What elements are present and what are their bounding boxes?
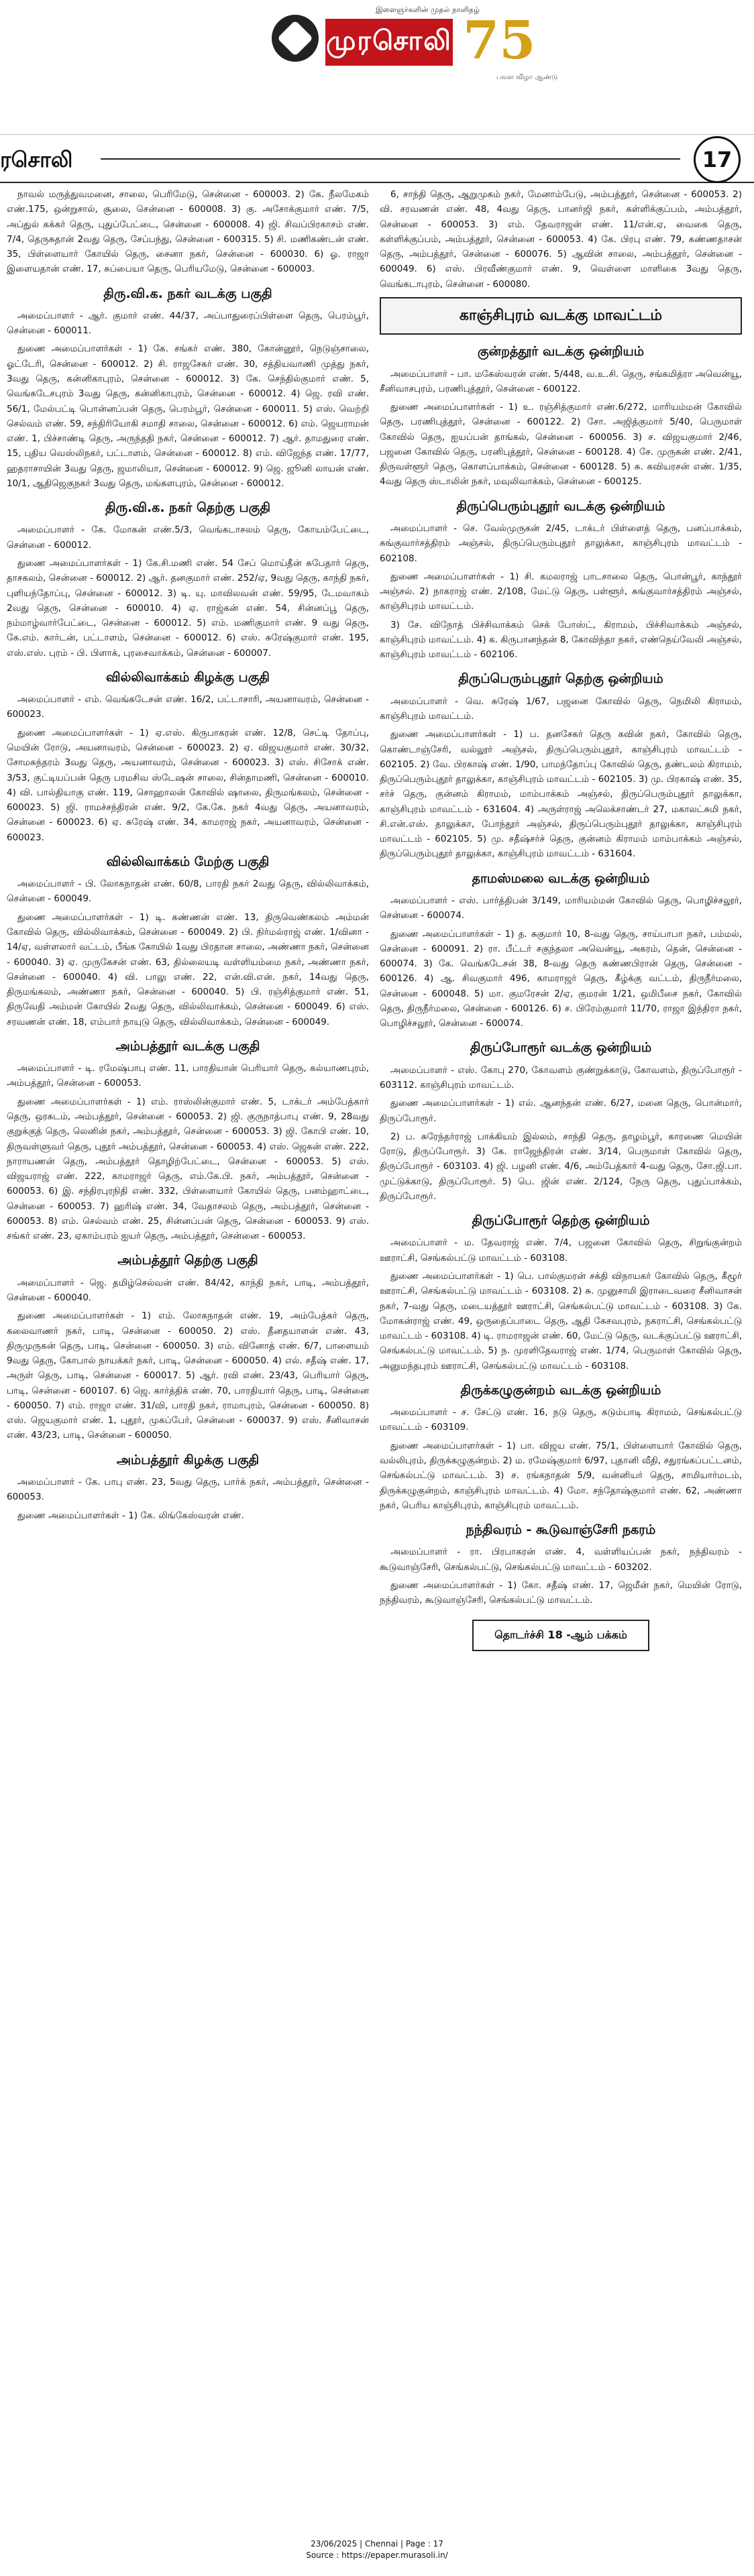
- section-paragraph: அமைப்பாளர் - ஆர். குமார் எண். 44/37, அப்பாதுரைப்பிள்ளை தெரு, பெரம்பூர், சென்னை - 600011.: [7, 310, 369, 337]
- page-header-bar: [0, 135, 754, 183]
- section-heading: திருக்கழுகுன்றம் வடக்கு ஒன்றியம்: [460, 1382, 661, 1398]
- left-column: [7, 187, 369, 1651]
- section-paragraph: அமைப்பாளர் - பா. மகேஸ்வரன் எண். 5/448, வ.உ.சி. தெரு, சங்கமித்ரா அவென்யூ, சீனிவாசபுரம், பரணிபுத்தூர், சென்னை - 600122.: [380, 368, 742, 394]
- section-heading: திருப்பெரும்புதூர் வடக்கு ஒன்றியம்: [456, 498, 665, 514]
- anniversary-75: 75: [463, 10, 536, 71]
- section-paragraph: துணை அமைப்பாளர்கள் - 1) பா. விஜய எண். 75/1, பிள்ளையார் கோவில் தெரு, வல்லிபுரம், திருக்கழுகுன்றம். 2) ம. ரமேஷ்குமார் 6/97, புதானி வீதி, சதுரங்கப்பட்டனம், செங்கல்பட்டு மாவட்டம். 3) ச. ரங்கநாதன் 5/9, வன்னியர் தெரு, சாமியார்மடம், திருக்கழுகுன்றம், காஞ்சிபுரம் மாவட்டம். 4) மோ. சந்தோஷ்குமார் எண். 62, அண்ணா நகர், பெரிய காஞ்சிபுரம், காஞ்சிபுரம் மாவட்டம்.: [380, 1440, 742, 1511]
- section-heading: வில்லிவாக்கம் கிழக்கு பகுதி: [106, 669, 270, 685]
- district-heading: காஞ்சிபுரம் வடக்கு மாவட்டம்: [380, 297, 742, 335]
- article-columns: [0, 187, 754, 1651]
- section-heading: வில்லிவாக்கம் மேற்கு பகுதி: [106, 854, 270, 869]
- section-paragraph: துணை அமைப்பாளர்கள் - 1) ஏ.எஸ். கிருபாகரன் எண். 12/8, செட்டி தோப்பு, மெயின் ரோடு, அயனாவரம், சென்னை - 600023. 2) ஏ. விஜயகுமார் எண். 30/32, சோமசுந்தரம் 3வது தெரு, அயனாவரம், சென்னை - 600023. 3) எஸ். சிசோக் எண். 3/53, குட்டியப்பன் தெரு பரமசிவ ஸ்டேஷன் சாலை, சின்தாமணி, சென்னை - 600010. 4) வி. பால்தியாகு எண். 119, சொஹாலன் கோவில் ஷாலை, திருமங்கலம், சென்னை - 600023. 5) ஜி. ராமச்சந்திரன் எண். 9/2, கே.கே. நகர் 4வது தெரு, அயனாவரம், சென்னை - 600023. 6) ஏ. சுரேஷ் எண். 34, காமராஜ் நகர், அயனாவரம், சென்னை - 600023.: [7, 727, 369, 843]
- section-heading: திரு.வி.க. நகர் தெற்கு பகுதி: [105, 500, 271, 516]
- section-paragraph: 3) சே. விநோத் பிச்சிவாக்கம் செக் போஸ்ட், கிராமம், பிச்சிவாக்கம் அஞ்சல், காஞ்சிபுரம் மாவட்டம். 4) க. கிருபானந்தன் 8, கோவிந்தா நகர், எண்நெய்வேலி அஞ்சல், காஞ்சிபுரம் மாவட்டம் - 602106.: [380, 619, 742, 661]
- right-intro: 6, சாந்தி தெரு, ஆறுமுகம் நகர், மேனாம்பேடு, அம்பத்தூர், சென்னை - 600053. 2) வி. சரவணன் எண். 48, 4வது தெரு, பானர்ஜி நகர், கள்ளிக்குப்பம், அம்பத்தூர், சென்னை - 600053. 3) எம். தேவராஜன் எண். 11/என்.ஏ, வைகை தெரு, கள்ளிக்குப்பம், அம்பத்தூர், சென்னை - 600053. 4) கே. பிரபு எண். 79, கண்ணதாசன் தெரு, அம்பத்தூர், சென்னை - 600076. 5) ஆவின் சாலை, அம்பத்தூர், சென்னை - 600049. 6) எஸ். பிரவீண்குமார் எண். 9, வெள்ளை மாளிகை 3வது தெரு, வெங்கடாபுரம், சென்னை - 600080.: [380, 189, 742, 290]
- section-heading: திருப்போரூர் வடக்கு ஒன்றியம்: [470, 1040, 652, 1056]
- section-paragraph: அமைப்பாளர் - ஜெ. தமிழ்செல்வன் எண். 84/42, காந்தி நகர், பாடி, அம்பத்தூர், சென்னை - 600040.: [7, 1277, 369, 1303]
- section-paragraph: துணை அமைப்பாளர்கள் - 1) கோ. சதீஷ் எண். 17, ஜெமீன் நகர், மெயின் ரோடு, நந்திவரம், கூடுவாஞ்சேரி, செங்கல்பட்டு மாவட்டம்.: [380, 1579, 742, 1606]
- section-paragraph: துணை அமைப்பாளர்கள் - 1) எம். லோகநாதன் எண். 19, அம்பேத்கர் தெரு, கலைவாணர் நகர், பாடி, சென்னை - 600050. 2) எஸ். தீனதயாளன் எண். 43, திருமுருகன் தெரு, பாடி, சென்னை - 600050. 3) எம். வினோத் எண். 6/7, பாளையம் 9வது தெரு, கோபால் நாயக்கர் நகர், பாடி, சென்னை - 600050. 4) எல். சதீஷ் எண். 17, அருள் தெரு, பாடி, சென்னை - 600017. 5) ஆர். ரவி எண். 23/43, பெரியார் தெரு, பாடி, சென்னை - 600107. 6) ஜெ. கார்த்திக் எண். 70, பாரதியார் தெரு, பாடி, சென்னை - 600050. 7) எம். ராஜா எண். 31/வி, பாரதி நகர், ராமாபுரம், சென்னை - 600050. 8) எஸ். ஜெயகுமார் எண். 1, புதூர், முகப்பேர், சென்னை - 600037. 9) எஸ். சீனிவாசன் எண். 43/23, பாடி, சென்னை - 600050.: [7, 1310, 369, 1441]
- section-paragraph: அமைப்பாளர் - எம். வெங்கடேசன் எண். 16/2, பட்டாசாரி, அயனாவரம், சென்னை - 600023.: [7, 694, 369, 720]
- section-paragraph: துணை அமைப்பாளர்கள் - 1) ப. தனசேகர் தெரு கவின் நகர், கோவில் தெரு, கொண்டாஞ்சேரி, வல்லூர் அஞ்சல், திருப்பெரும்புதூர், காஞ்சிபுரம் மாவட்டம் - 602105. 2) வே. பிரகாஷ் எண். 1/90, பாமந்தோப்பு கோவில் தெரு, தண்டலம் கிராமம், திருப்பெரும்புதூர் தாலுக்கா, காஞ்சிபுரம் மாவட்டம் - 602105. 3) மு. பிரகாஷ் எண். 35, சர்ச் தெரு, குன்னம் கிராமம், மாம்பாக்கம் அஞ்சல், திருப்பெரும்புதூர் தாலுக்கா, காஞ்சிபுரம் மாவட்டம் - 631604. 4) அருள்ராஜ் அலெக்சாண்டர் 27, மகாலட்சுமி நகர், சி.என்.எஸ். தாலுக்கா, போந்தூர் அஞ்சல், திருப்பெரும்புதூர் தாலுக்கா, காஞ்சிபுரம் மாவட்டம் - 602105. 5) மு. சதீஷ்சர்ச் தெரு, குன்னம் கிராமம் மாம்பாக்கம் அஞ்சல், திருப்பெரும்புதூர் தாலுக்கா, காஞ்சிபுரம் மாவட்டம் - 631604.: [380, 729, 742, 860]
- section-heading: அம்பத்தூர் வடக்கு பகுதி: [115, 1038, 260, 1054]
- section-paragraph: அமைப்பாளர் - கே. மோகன் எண்.5/3, வெங்கடாசலம் தெரு, கோயம்பேட்டை, சென்னை - 600012.: [7, 524, 369, 551]
- section-paragraph: துணை அமைப்பாளர்கள் - 1) எல். ஆனந்தன் எண். 6/27, மனை தெரு, பொன்மார், திருப்போரூர்.: [380, 1098, 742, 1124]
- emblem-icon: [272, 15, 319, 62]
- footer-date: 23/06/2025 | Chennai | Page : 17: [311, 2539, 443, 2549]
- section-paragraph: துணை அமைப்பாளர்கள் - 1) த. சுகுமார் 10, 8-வது தெரு, சாய்பாபா நகர், பம்மல், சென்னை - 600091. 2) ரா. பீட்டர் சகுந்தலா அவென்யூ, அகரம், தென், சென்னை - 600074. 3) கே. வெங்கடேசன் 38, 8-வது தெரு கண்ணபிரான் தெரு, சென்னை - 600126. 4) ஆ. சிவகுமார் 496, காமராஜர் தெரு, கீழ்க்கு வட்டம், திருநீர்மலை, சென்னை - 600048. 5) மா. குமரேசன் 2/ஏ, குமரன் 1/21, ஒமிபீசை நகர், கோவில் தெரு, திருநீர்மலை, சென்னை - 600126. 6) ச. பிரேம்குமார் 11/70, ராஜா இந்திரா நகர், பொழிச்சலூர், சென்னை - 600074.: [380, 928, 742, 1029]
- left-intro: நாவல் மருத்துவமனை, சாலை, பெரிமேடு, சென்னை - 600003. 2) கே. நீலமேகம் எண்.175, ஒன்றுசால், சூலை, சென்னை - 600008. 3) கு. அசோக்குமார் எண். 7/5, அப்துல் கக்கர் தெரு, புதுப்பேட்டை, சென்னை - 600008. 4) ஜி. சிவப்பிரகாசம் எண். 7/4, தெருசுதான் 2வது தெரு, சேப்பந்து, சென்னை - 600315. 5) சி. மணிகண்டன் எண். 35, பிள்ளையார் கோயில் தெரு, சைனா நகர், சென்னை - 600030. 6) ஓ. ராஜா இளையதான் எண். 17, சுப்பையா தெரு, பெரியமேடு, சென்னை - 600003.: [7, 189, 369, 275]
- page-number: 17: [694, 136, 741, 183]
- section-paragraph: துணை அமைப்பாளர்கள் - 1) கே. லிங்கேஸ்வரன் எண்.: [17, 1510, 244, 1521]
- section-paragraph: அமைப்பாளர் - எஸ். பார்த்திபன் 3/149, மாரியம்மன் கோவில் தெரு, பொழிச்சலூர், சென்னை - 600074.: [380, 895, 742, 921]
- section-paragraph: துணை அமைப்பாளர்கள் - 1) டி. கண்ணன் எண். 13, திருவெண்கலம் அம்மன் கோவில் தெரு, வில்லிவாக்கம், சென்னை - 600049. 2) பி. நிர்மல்ராஜ் எண். 1/வினா - 14/ஏ, வள்ளலார் வட்டம், பீங்க கோயில் 1வது பிரதான சாலை, அண்ணா நகர், சென்னை - 600040. 3) ஏ. முருகேசன் எண். 63, தில்லையடி வள்ளியம்மை நகர், அண்ணா நகர், சென்னை - 600040. 4) வி. பாலு எண். 22, என்.வி.என். நகர், 14வது தெரு, திருமங்கலம், அண்ணா நகர், சென்னை - 600040. 5) பி. ரஞ்சித்குமார் எண். 51, திருவேதி அம்மன் கோயில் 2வது தெரு, வில்லிவாக்கம், சென்னை - 600049. 6) எஸ். சரவணன் எண். 18, எம்பார் நாயுடு தெரு, வில்லிவாக்கம், சென்னை - 600049.: [7, 911, 369, 1027]
- section-paragraph: அமைப்பாளர் - எஸ். கோபு 270, கோவளம் குண்றுக்காடு, கோவளம், திருப்போரூர் - 603112. காஞ்சிபுரம் மாவட்டம்.: [380, 1064, 742, 1090]
- masthead: [0, 0, 754, 135]
- continued-note: தொடர்ச்சி 18 -ஆம் பக்கம்: [472, 1620, 649, 1650]
- section-title: ரசொலி: [0, 147, 73, 172]
- section-paragraph: அமைப்பாளர் - ச. சேட்டு எண். 16, நடு தெரு, கடும்பாடி கிராமம், செங்கல்பட்டு மாவட்டம் - 603109.: [380, 1407, 742, 1433]
- masthead-tagline: இளைஞர்களின் முதல் நாளிதழ்: [376, 5, 480, 14]
- section-paragraph: துணை அமைப்பாளர்கள் - 1) பெ. பால்குமரன் சக்தி விநாயகர் கோவில் தெரு, கீழூர் ஊராட்சி, செங்கல்பட்டு மாவட்டம் - 603108. 2) சு. முனுசாமி இராடைவரை சீனிவாசன் நகர், 7-வது தெரு, மடையத்தூர் ஊராட்சி, செங்கல்பட்டு மாவட்டம் - 603108. 3) கே. மோகன்ராஜ் எண். 49, ஒருதைப்பாடை தெரு, ஆதி கேசவபுரம், நகராட்சி, செங்கல்பட்டு மாவட்டம் - 603108. 4) டி. ராமராஜன் எண். 60, மேட்டு தெரு, வடக்குப்பட்டு ஊராட்சி, செங்கல்பட்டு மாவட்டம். 5) ந. முரளிதேவராஜ் எண். 1/74, பெருமாள் கோவில் தெரு, அனுமந்தபுரம் ஊராட்சி, செங்கல்பட்டு மாவட்டம் - 603108.: [380, 1270, 742, 1371]
- page-footer: [0, 2538, 754, 2562]
- header-rule: [101, 158, 680, 160]
- section-paragraph: துணை அமைப்பாளர்கள் - 1) கே. சங்கர் எண். 380, கோன்னூர், நெடுஞ்சாலை, ஓட்டேரி, சென்னை - 600012. 2) சி. ராஜசேகர் எண். 30, சத்தியவாணி முத்து நகர், 3வது தெரு, கன்னிகாபுரம், சென்னை - 600012. 3) கே. செந்தில்குமார் எண். 5, வெங்கடேசபுரம் 3வது தெரு, கன்னிகாபுரம், சென்னை - 600012. 4) ஜெ. ரவி எண். 56/1, மேல்பட்டி பொன்னப்பன் தெரு, பெரம்பூர், சென்னை - 600011. 5) எஸ். வெற்றி செல்வம் எண். 59, சந்திரியோகி சமாதி சாலை, சென்னை - 600012. 6) எம். ஜெயராமன் எண். 1, பிச்சாண்டி தெரு, அருந்ததி நகர், சென்னை - 600012. 7) ஆர். தாமதுரை எண். 15, புதிய வெஸ்லிநகர், பட்டாளம், சென்னை - 600012. 8) எம். விஜேந்த எண். 17/77, ஹதராசாயின் 3வது தெரு, ஜமாலியா, சென்னை - 600012. 9) ஜெ. ஜூனி லாயன் எண். 10/1, ஆதிஜெகுநகர் 3வது தெரு, மங்களபுரம், சென்னை - 600012.: [7, 343, 369, 489]
- section-paragraph: அமைப்பாளர் - வெ. சுரேஷ் 1/67, பஜனை கோவில் தெரு, நெமிலி கிராமம், காஞ்சிபுரம் மாவட்டம்.: [380, 695, 742, 722]
- section-heading: அம்பத்தூர் கிழக்கு பகுதி: [116, 1452, 260, 1467]
- section-heading: நந்திவரம் - கூடுவாஞ்சேரி நகரம்: [466, 1522, 656, 1538]
- section-paragraph: அமைப்பாளர் - ரா. பிரபாகரன் எண். 4, வள்ளியப்பன் நகர், நந்திவரம் - கூடுவாஞ்சேரி, செங்கல்பட்டு, செங்கல்பட்டு மாவட்டம் - 603202.: [380, 1547, 742, 1573]
- section-heading: தாமஸ்மலை வடக்கு ஒன்றியம்: [472, 871, 650, 886]
- section-heading: திருப்போரூர் தெற்கு ஒன்றியம்: [472, 1213, 650, 1229]
- anniversary-caption: பவள விழா ஆண்டு: [496, 74, 558, 81]
- section-paragraph: துணை அமைப்பாளர்கள் - 1) சி. கமலராஜ் பாடசாலை தெரு, பொன்பூர், காந்தூர் அஞ்சல். 2) நாகராஜ் எண். 2/108, மேட்டு தெரு, பள்ளூர், சுங்குவார்சத்திரம் அஞ்சல், காஞ்சிபுரம் மாவட்டம்.: [380, 571, 742, 612]
- section-paragraph: துணை அமைப்பாளர்கள் - 1) கே.சி.மணி எண். 54 சேப் மொய்தீன் சுபேதார் தெரு, தாசகலம், சென்னை - 600012. 2) ஆர். தனகுமார் எண். 252/ஏ, 9வது தெரு, காந்தி நகர், புளியந்தோப்பு, சென்னை - 600012. 3) டி. யு. மாவிலவன் எண். 59/95, டேமவாகம் 2வது தெரு, சென்னை - 600010. 4) ஏ. ராஜ்கன் எண். 54, சின்னப்பூ தெரு, நம்மாழ்வார்பேட்டை, சென்னை - 600012. 5) எம். மணிகுமார் எண். 9 வது தெரு, கே.எம். கார்டன், பட்டாளம், சென்னை - 600012. 6) எஸ். சுரேஷ்குமார் எண். 195, எஸ்.எஸ். புரம் - பி. பிளாக், புரசைவாக்கம், சென்னை - 600007.: [7, 558, 369, 659]
- section-paragraph: அமைப்பாளர் - ம. தேவராஜ் எண். 7/4, பஜனை கோவில் தெரு, சிறுங்குன்றம் ஊராட்சி, செங்கல்பட்டு மாவட்டம் - 603108.: [380, 1237, 742, 1264]
- section-paragraph: துணை அமைப்பாளர்கள் - 1) உ. ரஞ்சித்குமார் எண்.6/272, மாரியம்மன் கோவில் தெரு, பரணிபுத்தூர், சென்னை - 600122. 2) சோ. அஜித்குமார் 5/40, பெருமாள் கோவில் தெரு, ஐயப்பன் தாங்கல், சென்னை - 600056. 3) ச. விஜயகுமார் 2/46, பஜனை கோவில் தெரு, பரனிபுத்தூர், சென்னை - 600128. 4) சே. முருகன் எண். 2/41, திருவள்ளூர் தெரு, கொளப்பாக்கம், சென்னை - 600128. 5) சு. கவியரசன் எண். 1/35, 4வது தெரு ஸ்டாலின் நகர், மவுலிவாக்கம், சென்னை - 600125.: [380, 402, 742, 488]
- brand-logo: முரசொலி: [325, 19, 453, 66]
- section-heading: அம்பத்தூர் தெற்கு பகுதி: [117, 1253, 258, 1268]
- section-heading: குன்றத்தூர் வடக்கு ஒன்றியம்: [477, 344, 645, 359]
- footer-source: Source : https://epaper.murasoli.in/: [306, 2551, 448, 2561]
- section-paragraph: அமைப்பாளர் - டி. ரமேஷ்பாபு எண். 11, பாரதியான் பெரியார் தெரு, கல்யாணபுரம், அம்பத்தூர், சென்னை - 600053.: [7, 1063, 369, 1089]
- section-paragraph: 2) ப. சுரேந்தர்ராஜ் பாக்கியம் இல்லம், சாந்தி தெரு, தாழம்பூர், காரணை மெயின் ரோடு, திருப்போரூர். 3) கே. ராஜேந்திரன் எண். 3/14, பெருமாள் கோவில் தெரு, திருப்போரூர் - 603103. 4) ஜி. பழனி எண். 4/6, அம்பேத்கார் 4-வது தெரு, சோ.ஜி.பா. முட்டுக்காடு, திருப்போரூர். 5) பெ. ஜின் எண். 2/124, நேரு தெரு, புதுப்பாக்கம், திருப்போரூர்.: [380, 1131, 742, 1202]
- section-paragraph: அமைப்பாளர் - கே. பாபு எண். 23, 5வது தெரு, பார்க் நகர், அம்பத்தூர், சென்னை - 600053.: [7, 1477, 369, 1503]
- section-heading: திரு.வி.க. நகர் வடக்கு பகுதி: [103, 286, 272, 301]
- section-paragraph: துணை அமைப்பாளர்கள் - 1) எம். ராஸ்லின்குமார் எண். 5, டாக்டர் அம்பேத்கார் தெரு, ஒரகடம், அம்பத்தூர், சென்னை - 600053. 2) ஜி. குருநாத்பாபு எண். 9, 28வது குறுக்குத் தெரு, லெனின் நகர், அம்பத்தூர், சென்னை - 600053. 3) ஜி. கோபி எண். 10, திருவள்ளுவர் தெரு, புதூர் அம்பத்தூர், சென்னை - 600053. 4) எஸ். ஜெகன் எண். 222, நாராயணன் தெரு, அம்பத்தூர் தொழிற்பேட்டை, சென்னை - 600053. 5) எஸ். விஜயராஜ் எண். 222, காமராஜர் தெரு, எம்.கே.பி. நகர், அம்பத்தூர், சென்னை - 600053. 6) இ. சந்திரபுரநிதி எண். 332, பிள்ளையார் கோயில் தெரு, பனம்ஹாட்டை, சென்னை - 600053. 7) ஹரிஷ் எண். 34, வேதாசலம் தெரு, அம்பத்தூர், சென்னை - 600053. 8) எம். செல்வம் எண். 25, சின்னப்பன் தெரு, சென்னை - 600053. 9) எஸ். சங்கர் எண். 23, ஏகாம்பரம் ஐயர் தெரு, அம்பத்தூர், சென்னை - 600053.: [7, 1096, 369, 1242]
- section-paragraph: அமைப்பாளர் - பி. லோகநாதன் எண். 60/8, பாரதி நகர் 2வது தெரு, வில்லிவாக்கம், சென்னை - 600049.: [7, 879, 369, 905]
- section-paragraph: அமைப்பாளர் - செ. வேல்முருகன் 2/45, டாக்டர் பிள்ளைத் தெரு, பனப்பாக்கம், சுங்குவார்சத்திரம் அஞ்சல், திருப்பெரும்புதூர் தாலுக்கா, காஞ்சிபுரம் மாவட்டம் - 602108.: [380, 522, 742, 564]
- right-column: [380, 187, 742, 1651]
- section-heading: திருப்பெரும்புதூர் தெற்கு ஒன்றியம்: [458, 671, 663, 687]
